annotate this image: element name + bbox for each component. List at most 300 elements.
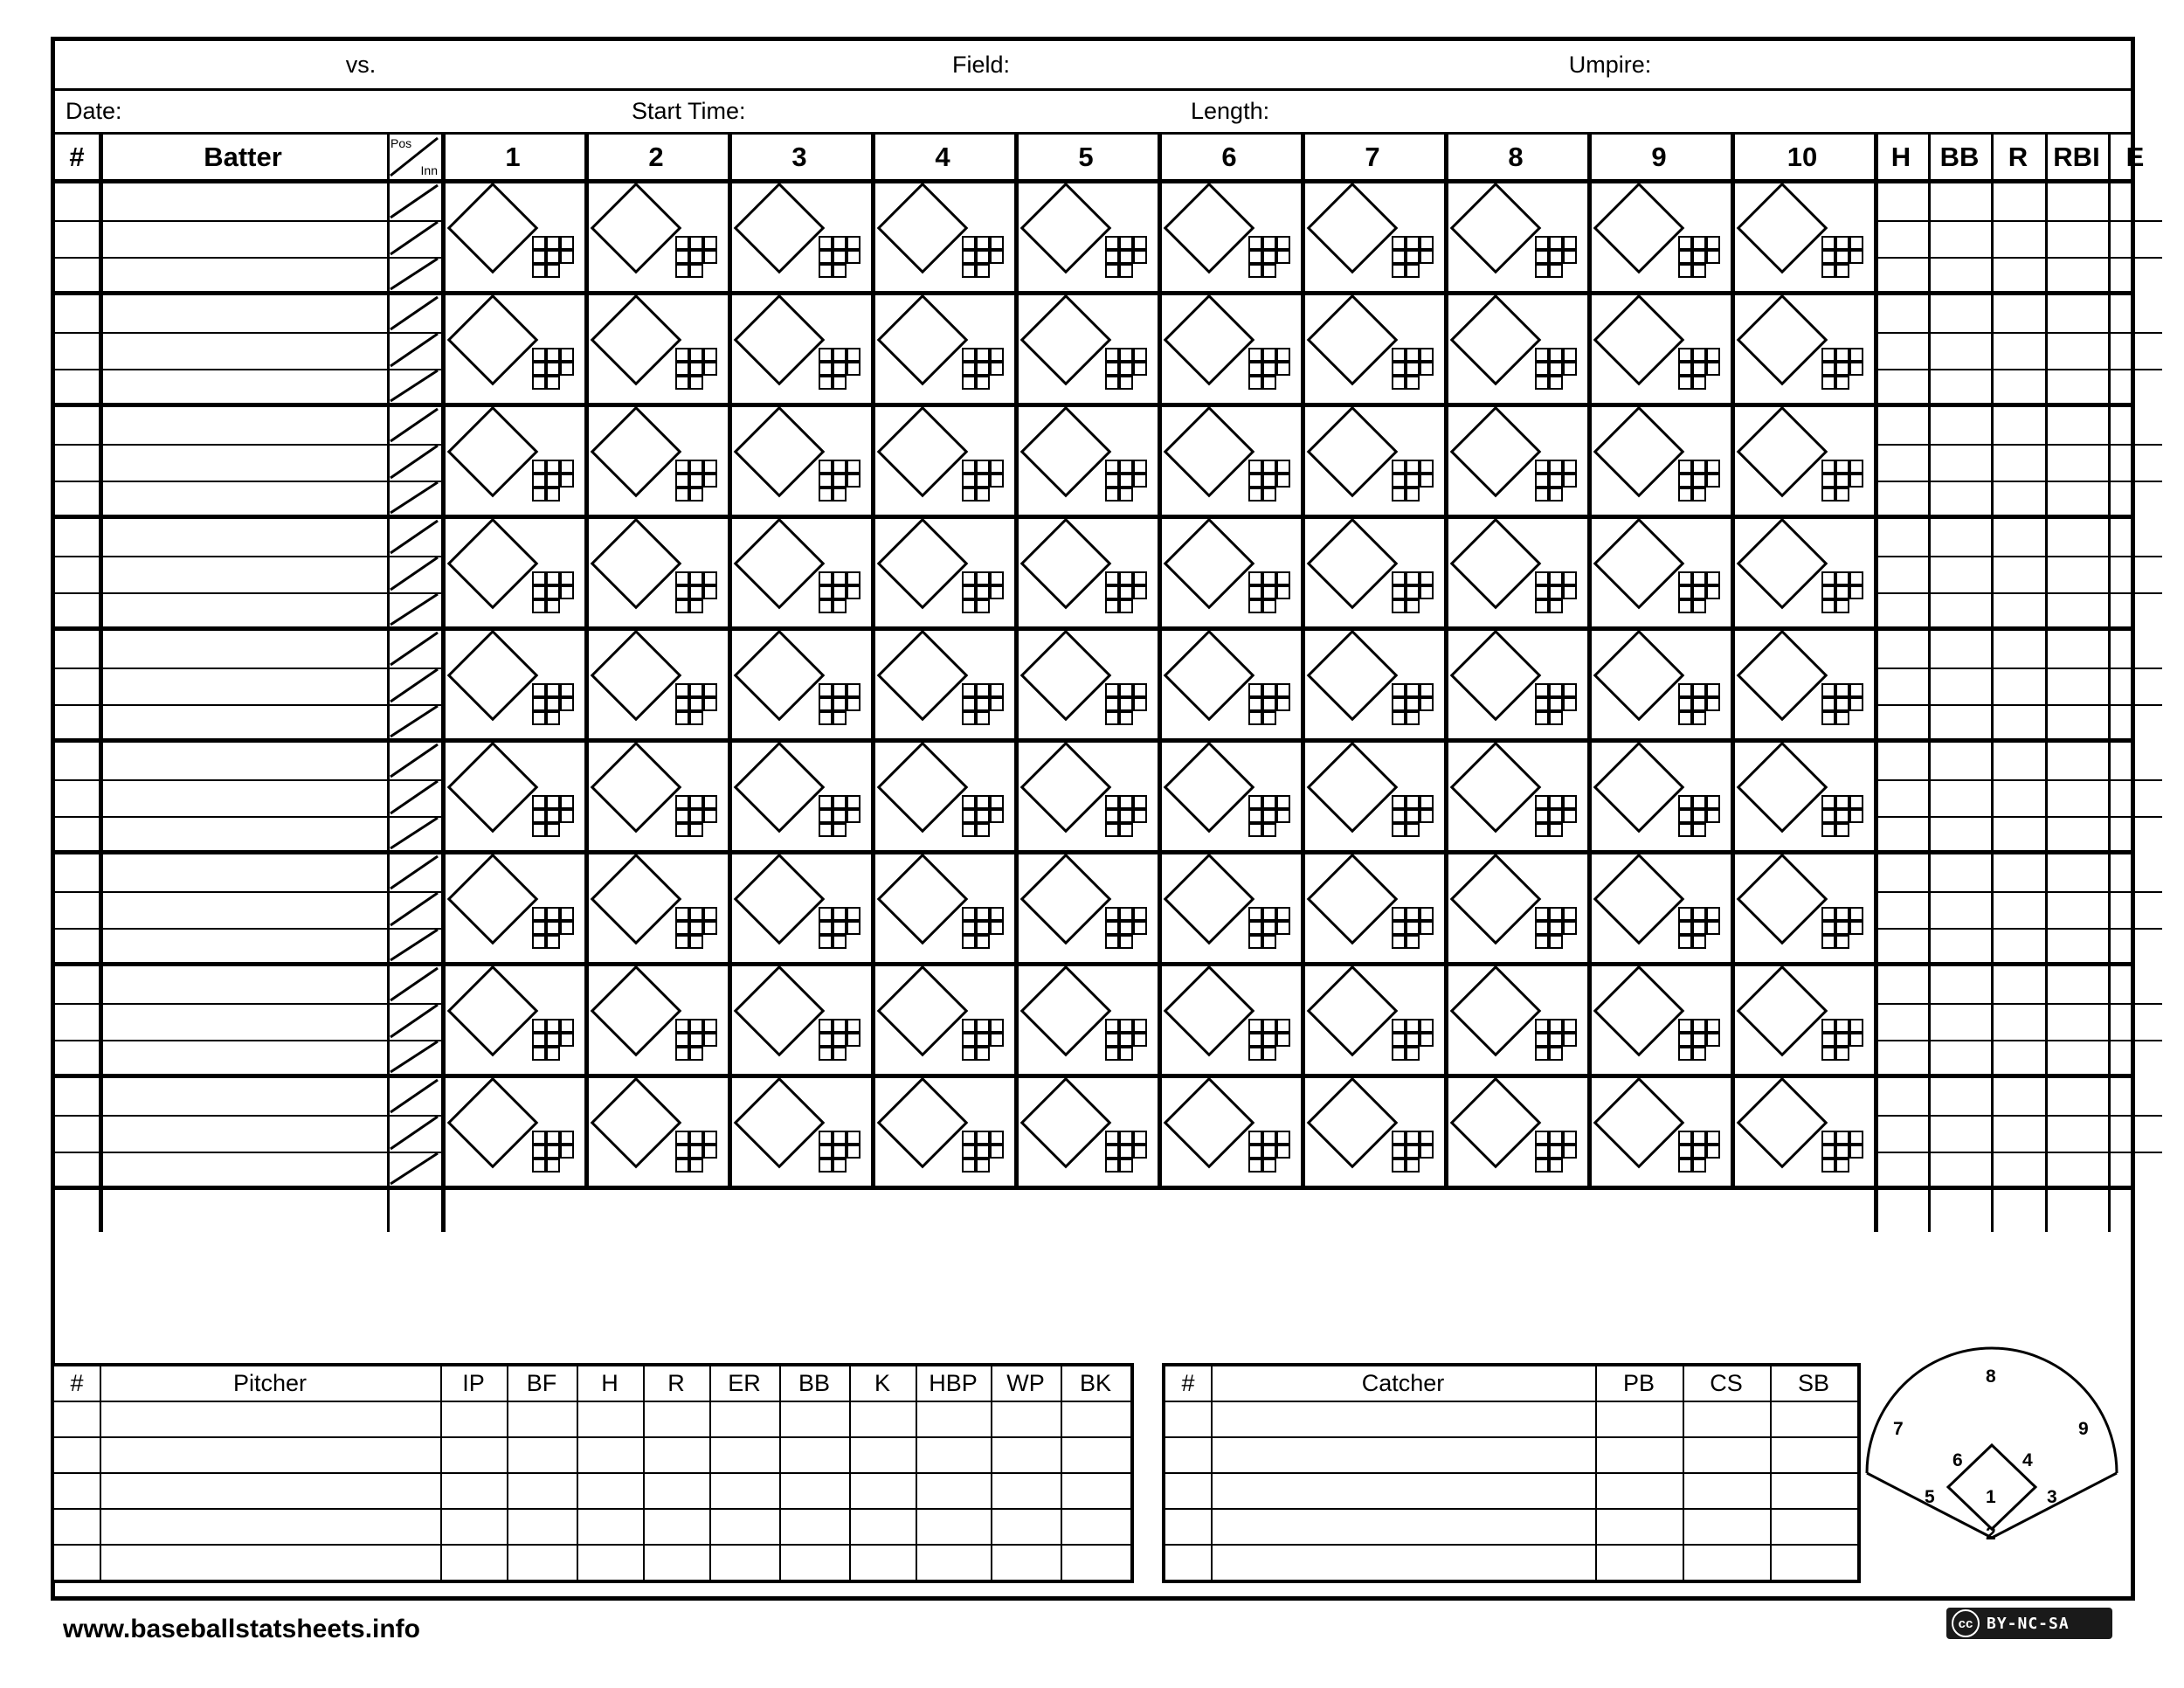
pitcher-cell[interactable] [577, 1402, 643, 1436]
count-box[interactable] [962, 460, 1004, 502]
inning-cell[interactable] [871, 743, 1014, 850]
inning-cell[interactable] [1014, 1078, 1158, 1186]
batter-stat-cell[interactable] [2108, 407, 2162, 515]
catcher-cell[interactable] [1211, 1546, 1595, 1581]
batter-stat-cell[interactable] [1928, 1078, 1991, 1186]
inning-cell[interactable] [1587, 519, 1731, 626]
count-box[interactable] [1248, 907, 1290, 949]
pitcher-cell[interactable] [991, 1474, 1061, 1508]
pitcher-cell[interactable] [577, 1474, 643, 1508]
count-box[interactable] [962, 236, 1004, 278]
inning-cell[interactable] [1301, 1078, 1444, 1186]
count-box[interactable] [1248, 236, 1290, 278]
pitcher-cell[interactable] [779, 1402, 849, 1436]
pitcher-cell[interactable] [991, 1546, 1061, 1581]
inning-cell[interactable] [1301, 966, 1444, 1074]
batter-stat-cell[interactable] [2045, 743, 2108, 850]
batter-name-cell[interactable] [99, 631, 387, 738]
count-box[interactable] [675, 460, 717, 502]
count-box[interactable] [1248, 348, 1290, 390]
count-box[interactable] [1678, 683, 1720, 725]
batting-total-cell[interactable] [2045, 1190, 2108, 1232]
inning-cell[interactable] [1014, 183, 1158, 291]
count-box[interactable] [1105, 571, 1147, 613]
pitcher-cell[interactable] [100, 1438, 440, 1472]
inning-cell[interactable] [871, 854, 1014, 962]
inning-cell[interactable] [871, 966, 1014, 1074]
pitcher-cell[interactable] [991, 1438, 1061, 1472]
catcher-cell[interactable] [1165, 1402, 1211, 1436]
count-box[interactable] [1678, 460, 1720, 502]
count-box[interactable] [819, 795, 860, 837]
count-box[interactable] [1392, 571, 1434, 613]
count-box[interactable] [1105, 460, 1147, 502]
inning-cell[interactable] [1444, 966, 1587, 1074]
inning-cell[interactable] [728, 295, 871, 403]
inning-cell[interactable] [584, 183, 728, 291]
inning-cell[interactable] [1731, 183, 1874, 291]
pitcher-cell[interactable] [709, 1438, 779, 1472]
inning-cell[interactable] [1731, 1078, 1874, 1186]
count-box[interactable] [962, 1019, 1004, 1061]
count-box[interactable] [819, 683, 860, 725]
catcher-cell[interactable] [1211, 1474, 1595, 1508]
count-box[interactable] [1392, 348, 1434, 390]
pitcher-cell[interactable] [709, 1474, 779, 1508]
inning-cell[interactable] [1444, 743, 1587, 850]
inning-cell[interactable] [1587, 295, 1731, 403]
count-box[interactable] [1392, 683, 1434, 725]
count-box[interactable] [1105, 348, 1147, 390]
batter-number-cell[interactable] [55, 295, 99, 403]
catcher-cell[interactable] [1595, 1438, 1683, 1472]
batter-stat-cell[interactable] [2045, 631, 2108, 738]
inning-cell[interactable] [871, 407, 1014, 515]
inning-cell[interactable] [871, 519, 1014, 626]
catcher-cell[interactable] [1211, 1438, 1595, 1472]
count-box[interactable] [1392, 795, 1434, 837]
count-box[interactable] [962, 683, 1004, 725]
batter-number-cell[interactable] [55, 854, 99, 962]
inning-cell[interactable] [728, 631, 871, 738]
pitcher-cell[interactable] [1061, 1402, 1130, 1436]
batter-stat-cell[interactable] [1991, 295, 2045, 403]
inning-cell[interactable] [1014, 631, 1158, 738]
count-box[interactable] [532, 795, 574, 837]
pitcher-cell[interactable] [779, 1510, 849, 1544]
batter-stat-cell[interactable] [1874, 631, 1928, 738]
inning-cell[interactable] [1158, 743, 1301, 850]
pitcher-cell[interactable] [507, 1510, 577, 1544]
count-box[interactable] [1535, 1131, 1577, 1173]
count-box[interactable] [1248, 1131, 1290, 1173]
count-box[interactable] [675, 236, 717, 278]
count-box[interactable] [1535, 460, 1577, 502]
batter-stat-cell[interactable] [1928, 631, 1991, 738]
pitcher-cell[interactable] [709, 1402, 779, 1436]
batter-stat-cell[interactable] [1991, 1078, 2045, 1186]
batter-stat-cell[interactable] [2108, 854, 2162, 962]
catcher-cell[interactable] [1595, 1474, 1683, 1508]
pitcher-cell[interactable] [643, 1402, 709, 1436]
batter-stat-cell[interactable] [1874, 743, 1928, 850]
count-box[interactable] [1105, 683, 1147, 725]
count-box[interactable] [675, 1131, 717, 1173]
batter-stat-cell[interactable] [1874, 1078, 1928, 1186]
batter-stat-cell[interactable] [1928, 966, 1991, 1074]
catcher-cell[interactable] [1165, 1438, 1211, 1472]
inning-cell[interactable] [1731, 295, 1874, 403]
count-box[interactable] [1535, 683, 1577, 725]
batter-name-cell[interactable] [99, 743, 387, 850]
catcher-cell[interactable] [1165, 1546, 1211, 1581]
catcher-cell[interactable] [1770, 1510, 1857, 1544]
count-box[interactable] [1821, 236, 1863, 278]
count-box[interactable] [819, 236, 860, 278]
batting-total-cell[interactable] [1874, 1190, 1928, 1232]
inning-cell[interactable] [584, 407, 728, 515]
pitcher-cell[interactable] [1061, 1510, 1130, 1544]
batter-stat-cell[interactable] [1991, 183, 2045, 291]
inning-cell[interactable] [1444, 519, 1587, 626]
batter-stat-cell[interactable] [2108, 743, 2162, 850]
inning-cell[interactable] [728, 966, 871, 1074]
inning-cell[interactable] [871, 183, 1014, 291]
inning-cell[interactable] [1444, 183, 1587, 291]
position-inning-cell[interactable] [387, 407, 441, 515]
count-box[interactable] [675, 571, 717, 613]
inning-cell[interactable] [584, 854, 728, 962]
pitcher-cell[interactable] [916, 1438, 991, 1472]
pitcher-cell[interactable] [100, 1510, 440, 1544]
count-box[interactable] [675, 795, 717, 837]
inning-cell[interactable] [728, 854, 871, 962]
catcher-cell[interactable] [1165, 1510, 1211, 1544]
batter-number-cell[interactable] [55, 631, 99, 738]
count-box[interactable] [1821, 460, 1863, 502]
inning-cell[interactable] [871, 1078, 1014, 1186]
pitcher-cell[interactable] [100, 1402, 440, 1436]
count-box[interactable] [675, 348, 717, 390]
pitcher-cell[interactable] [440, 1474, 507, 1508]
count-box[interactable] [819, 1131, 860, 1173]
pitcher-cell[interactable] [643, 1510, 709, 1544]
batter-stat-cell[interactable] [1874, 183, 1928, 291]
batter-stat-cell[interactable] [2045, 854, 2108, 962]
inning-cell[interactable] [1444, 407, 1587, 515]
pitcher-cell[interactable] [709, 1510, 779, 1544]
count-box[interactable] [532, 1019, 574, 1061]
count-box[interactable] [1678, 571, 1720, 613]
pitcher-cell[interactable] [991, 1510, 1061, 1544]
inning-cell[interactable] [728, 407, 871, 515]
inning-cell[interactable] [728, 743, 871, 850]
inning-cell[interactable] [1014, 295, 1158, 403]
pitcher-cell[interactable] [54, 1402, 100, 1436]
count-box[interactable] [1535, 907, 1577, 949]
batter-stat-cell[interactable] [1874, 966, 1928, 1074]
inning-cell[interactable] [1731, 854, 1874, 962]
count-box[interactable] [819, 907, 860, 949]
count-box[interactable] [819, 348, 860, 390]
batter-name-cell[interactable] [99, 183, 387, 291]
count-box[interactable] [1678, 348, 1720, 390]
batter-stat-cell[interactable] [1928, 854, 1991, 962]
count-box[interactable] [532, 348, 574, 390]
inning-cell[interactable] [1587, 631, 1731, 738]
inning-cell[interactable] [1301, 183, 1444, 291]
inning-cell[interactable] [1587, 407, 1731, 515]
position-inning-cell[interactable] [387, 631, 441, 738]
inning-cell[interactable] [1731, 966, 1874, 1074]
count-box[interactable] [1678, 1131, 1720, 1173]
catcher-cell[interactable] [1683, 1402, 1770, 1436]
count-box[interactable] [1535, 1019, 1577, 1061]
inning-cell[interactable] [1444, 295, 1587, 403]
inning-cell[interactable] [1014, 519, 1158, 626]
count-box[interactable] [1821, 1131, 1863, 1173]
batter-name-cell[interactable] [99, 854, 387, 962]
batter-name-cell[interactable] [99, 407, 387, 515]
batter-stat-cell[interactable] [1991, 854, 2045, 962]
batter-number-cell[interactable] [55, 1078, 99, 1186]
inning-cell[interactable] [1014, 966, 1158, 1074]
inning-cell[interactable] [1158, 1078, 1301, 1186]
count-box[interactable] [1392, 460, 1434, 502]
pitcher-cell[interactable] [849, 1546, 916, 1581]
pitcher-cell[interactable] [440, 1510, 507, 1544]
pitcher-cell[interactable] [849, 1510, 916, 1544]
pitcher-cell[interactable] [577, 1438, 643, 1472]
pitcher-cell[interactable] [849, 1474, 916, 1508]
batter-stat-cell[interactable] [1928, 743, 1991, 850]
batter-stat-cell[interactable] [1928, 519, 1991, 626]
count-box[interactable] [1535, 236, 1577, 278]
catcher-cell[interactable] [1683, 1510, 1770, 1544]
count-box[interactable] [675, 683, 717, 725]
batter-stat-cell[interactable] [1991, 407, 2045, 515]
batter-stat-cell[interactable] [2045, 295, 2108, 403]
batter-name-cell[interactable] [99, 519, 387, 626]
inning-cell[interactable] [1587, 966, 1731, 1074]
count-box[interactable] [819, 460, 860, 502]
batter-stat-cell[interactable] [2108, 1078, 2162, 1186]
count-box[interactable] [1535, 795, 1577, 837]
inning-cell[interactable] [1301, 631, 1444, 738]
batter-stat-cell[interactable] [2108, 966, 2162, 1074]
pitcher-cell[interactable] [577, 1510, 643, 1544]
count-box[interactable] [532, 1131, 574, 1173]
count-box[interactable] [532, 236, 574, 278]
count-box[interactable] [1535, 348, 1577, 390]
batter-stat-cell[interactable] [2045, 183, 2108, 291]
catcher-cell[interactable] [1770, 1546, 1857, 1581]
inning-cell[interactable] [1444, 854, 1587, 962]
count-box[interactable] [1105, 795, 1147, 837]
inning-cell[interactable] [1587, 1078, 1731, 1186]
pitcher-cell[interactable] [577, 1546, 643, 1581]
count-box[interactable] [1392, 907, 1434, 949]
catcher-cell[interactable] [1595, 1546, 1683, 1581]
batter-stat-cell[interactable] [1874, 854, 1928, 962]
count-box[interactable] [1821, 907, 1863, 949]
inning-cell[interactable] [871, 631, 1014, 738]
inning-cell[interactable] [1731, 631, 1874, 738]
count-box[interactable] [675, 907, 717, 949]
inning-cell[interactable] [1158, 183, 1301, 291]
batter-stat-cell[interactable] [1874, 295, 1928, 403]
pitcher-cell[interactable] [440, 1546, 507, 1581]
batter-stat-cell[interactable] [2108, 519, 2162, 626]
batter-number-cell[interactable] [55, 966, 99, 1074]
inning-cell[interactable] [1014, 743, 1158, 850]
batter-number-cell[interactable] [55, 407, 99, 515]
catcher-cell[interactable] [1770, 1402, 1857, 1436]
inning-cell[interactable] [1731, 743, 1874, 850]
inning-cell[interactable] [441, 519, 584, 626]
pitcher-cell[interactable] [100, 1474, 440, 1508]
inning-cell[interactable] [584, 519, 728, 626]
batting-total-cell[interactable] [1928, 1190, 1991, 1232]
pitcher-cell[interactable] [1061, 1546, 1130, 1581]
batter-stat-cell[interactable] [2045, 519, 2108, 626]
batter-stat-cell[interactable] [1928, 183, 1991, 291]
batter-stat-cell[interactable] [2108, 631, 2162, 738]
pitcher-cell[interactable] [440, 1402, 507, 1436]
inning-cell[interactable] [584, 631, 728, 738]
pitcher-cell[interactable] [507, 1402, 577, 1436]
pitcher-cell[interactable] [1061, 1438, 1130, 1472]
inning-cell[interactable] [728, 519, 871, 626]
count-box[interactable] [1821, 571, 1863, 613]
pitcher-cell[interactable] [54, 1474, 100, 1508]
pitcher-cell[interactable] [709, 1546, 779, 1581]
pitcher-cell[interactable] [916, 1474, 991, 1508]
inning-cell[interactable] [1301, 407, 1444, 515]
count-box[interactable] [962, 1131, 1004, 1173]
inning-cell[interactable] [871, 295, 1014, 403]
position-inning-cell[interactable] [387, 519, 441, 626]
inning-cell[interactable] [441, 183, 584, 291]
count-box[interactable] [1248, 571, 1290, 613]
batter-stat-cell[interactable] [1874, 407, 1928, 515]
count-box[interactable] [962, 571, 1004, 613]
catcher-cell[interactable] [1683, 1474, 1770, 1508]
pitcher-cell[interactable] [779, 1474, 849, 1508]
count-box[interactable] [1821, 1019, 1863, 1061]
position-inning-cell[interactable] [387, 295, 441, 403]
count-box[interactable] [1678, 795, 1720, 837]
inning-cell[interactable] [1587, 743, 1731, 850]
count-box[interactable] [1248, 1019, 1290, 1061]
inning-cell[interactable] [441, 1078, 584, 1186]
batter-stat-cell[interactable] [1928, 295, 1991, 403]
catcher-cell[interactable] [1595, 1510, 1683, 1544]
pitcher-cell[interactable] [916, 1546, 991, 1581]
inning-cell[interactable] [1587, 854, 1731, 962]
batter-stat-cell[interactable] [1991, 519, 2045, 626]
position-inning-cell[interactable] [387, 854, 441, 962]
inning-cell[interactable] [1731, 407, 1874, 515]
count-box[interactable] [1105, 1131, 1147, 1173]
pitcher-cell[interactable] [507, 1546, 577, 1581]
count-box[interactable] [962, 348, 1004, 390]
batter-stat-cell[interactable] [2045, 966, 2108, 1074]
inning-cell[interactable] [584, 1078, 728, 1186]
inning-cell[interactable] [1158, 519, 1301, 626]
count-box[interactable] [1248, 683, 1290, 725]
count-box[interactable] [1535, 571, 1577, 613]
inning-cell[interactable] [1301, 854, 1444, 962]
position-inning-cell[interactable] [387, 1078, 441, 1186]
inning-cell[interactable] [1444, 1078, 1587, 1186]
count-box[interactable] [819, 571, 860, 613]
inning-cell[interactable] [1301, 743, 1444, 850]
batter-stat-cell[interactable] [1991, 743, 2045, 850]
position-inning-cell[interactable] [387, 183, 441, 291]
count-box[interactable] [962, 907, 1004, 949]
catcher-cell[interactable] [1165, 1474, 1211, 1508]
inning-cell[interactable] [584, 966, 728, 1074]
catcher-cell[interactable] [1595, 1402, 1683, 1436]
catcher-cell[interactable] [1770, 1474, 1857, 1508]
inning-cell[interactable] [1301, 519, 1444, 626]
count-box[interactable] [532, 907, 574, 949]
pitcher-cell[interactable] [100, 1546, 440, 1581]
inning-cell[interactable] [1158, 854, 1301, 962]
pitcher-cell[interactable] [849, 1402, 916, 1436]
pitcher-cell[interactable] [779, 1546, 849, 1581]
inning-cell[interactable] [728, 183, 871, 291]
batting-total-cell[interactable] [1991, 1190, 2045, 1232]
count-box[interactable] [1392, 1131, 1434, 1173]
position-inning-cell[interactable] [387, 966, 441, 1074]
inning-cell[interactable] [1158, 631, 1301, 738]
position-inning-cell[interactable] [387, 743, 441, 850]
batter-stat-cell[interactable] [2045, 1078, 2108, 1186]
batter-stat-cell[interactable] [2045, 407, 2108, 515]
catcher-cell[interactable] [1211, 1402, 1595, 1436]
inning-cell[interactable] [441, 631, 584, 738]
count-box[interactable] [1678, 907, 1720, 949]
pitcher-cell[interactable] [643, 1438, 709, 1472]
inning-cell[interactable] [1301, 295, 1444, 403]
batter-name-cell[interactable] [99, 295, 387, 403]
count-box[interactable] [1821, 795, 1863, 837]
pitcher-cell[interactable] [916, 1402, 991, 1436]
batter-number-cell[interactable] [55, 519, 99, 626]
pitcher-cell[interactable] [779, 1438, 849, 1472]
count-box[interactable] [1248, 460, 1290, 502]
pitcher-cell[interactable] [507, 1438, 577, 1472]
inning-cell[interactable] [584, 295, 728, 403]
batter-stat-cell[interactable] [1991, 966, 2045, 1074]
count-box[interactable] [532, 683, 574, 725]
batter-number-cell[interactable] [55, 183, 99, 291]
pitcher-cell[interactable] [643, 1474, 709, 1508]
batter-stat-cell[interactable] [2108, 183, 2162, 291]
count-box[interactable] [819, 1019, 860, 1061]
count-box[interactable] [532, 460, 574, 502]
inning-cell[interactable] [1731, 519, 1874, 626]
catcher-cell[interactable] [1683, 1546, 1770, 1581]
count-box[interactable] [1248, 795, 1290, 837]
pitcher-cell[interactable] [1061, 1474, 1130, 1508]
pitcher-cell[interactable] [54, 1546, 100, 1581]
inning-cell[interactable] [728, 1078, 871, 1186]
pitcher-cell[interactable] [991, 1402, 1061, 1436]
batter-stat-cell[interactable] [1874, 519, 1928, 626]
